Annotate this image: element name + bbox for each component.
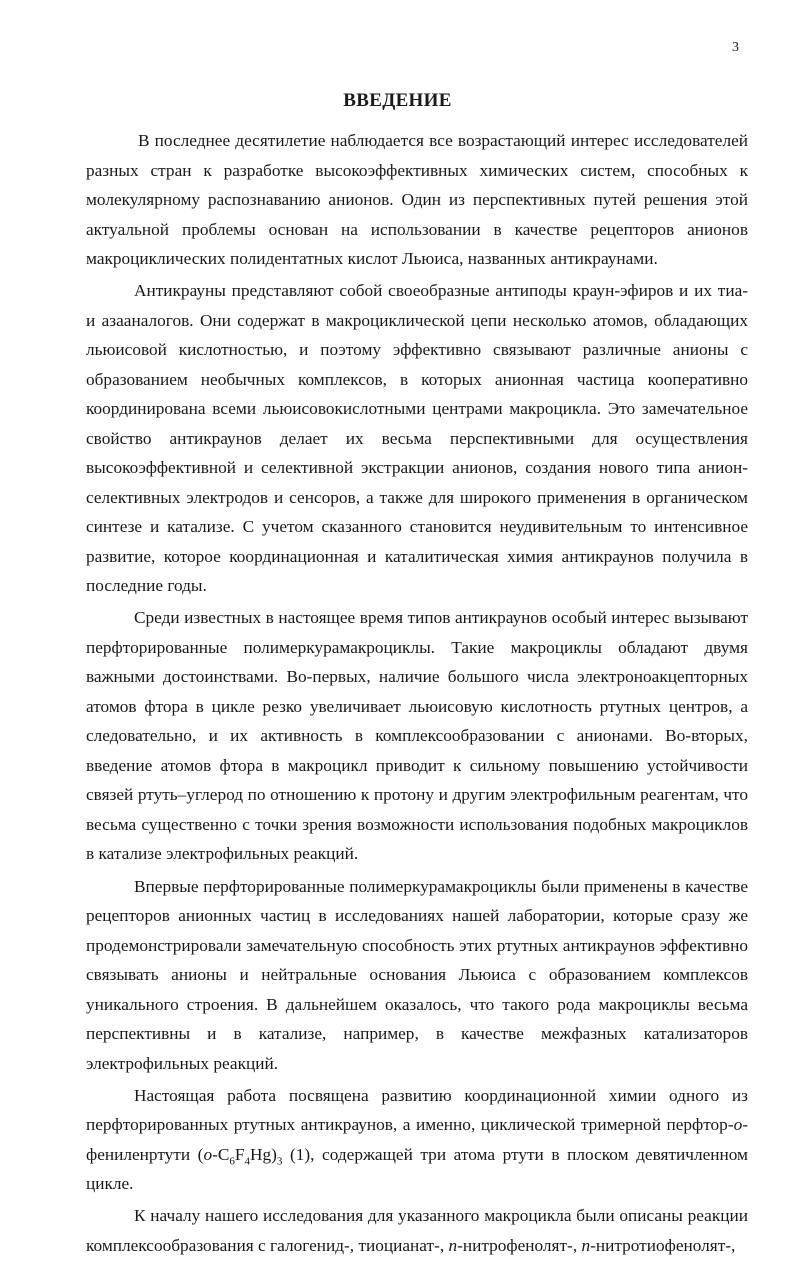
paragraph-3: Среди известных в настоящее время типов антикраунов особый интерес вызывают перфторированные полимеркурамакроциклы. Такие макроциклы обладают двумя важными достоинствами. Во-первых, наличие большого числа электроноакцепторных атомов фтора в цикле резко увеличивает льюисовую кислотность ртутных центров, а следовательно, и их активность в комплексообразовании с анионами. Во-вторых, введение атомов фтора в макроцикл приводит к сильному повышению устойчивости связей ртуть–углерод по отношению к протону и другим электрофильным реагентам, что весьма существенно с точки зрения возможности использования подобных макроциклов в катализе электрофильных реакций. [86,608,748,864]
page-title: ВВЕДЕНИЕ [343,90,452,111]
paragraph-1: В последнее десятилетие наблюдается все возрастающий интерес исследователей разных стран к разработке высокоэффективных химических систем, способных к молекулярному распознаванию анионов. Один из перспективных путей решения этой актуальной проблемы основан на использовании в качестве рецепторов анионов макроциклических полидентатных кислот Льюиса, названных антикраунами. [86,131,748,268]
page-number: 3 [732,40,739,55]
chemical-formula: $о-C_6F_4Hg)_3$ [203,1144,283,1168]
paragraph-6: К началу нашего исследования для указанного макроцикла были описаны реакции комплексообразования с галогенид-, тиоцианат-, п-нитрофенолят-, п-нитротиофенолят-, [86,1206,748,1255]
body-text [86,126,748,1263]
paragraph-5: Настоящая работа посвящена развитию координационной химии одного из перфторированных ртутных антикраунов, а именно, циклической тримерной перфтор-о-фениленртути $(о-C_6F_4Hg)_3$ (1), содержащей три атома ртути в плоском девятичленном цикле. [86,1085,748,1194]
paragraph-4: Впервые перфторированные полимеркурамакроциклы были применены в качестве рецепторов анионных частиц в исследованиях нашей лаборатории, которые сразу же продемонстрировали замечательную способность этих ртутных антикраунов эффективно связывать анионы и нейтральные основания Льюиса с образованием комплексов уникального строения. В дальнейшем оказалось, что такого рода макроциклы весьма перспективны и в катализе, например, в качестве межфазных катализаторов электрофильных реакций. [86,876,748,1073]
paragraph-2: Антикрауны представляют собой своеобразные антиподы краун-эфиров и их тиа- и азааналогов. Они содержат в макроциклической цепи несколько атомов, обладающих льюисовой кислотностью, и поэтому эффективно связывают различные анионы с образованием необычных комплексов, в которых анионная частица кооперативно координирована всеми льюисовокислотными центрами макроцикла. Это замечательное свойство антикраунов делает их весьма перспективными для осуществления высокоэффективной и селективной экстракции анионов, создания нового типа анион-селективных электродов и сенсоров, а также для широкого применения в органическом синтезе и катализе. С учетом сказанного становится неудивительным то интенсивное развитие, которое координационная и каталитическая химия антикраунов получила в последние годы. [86,281,748,596]
